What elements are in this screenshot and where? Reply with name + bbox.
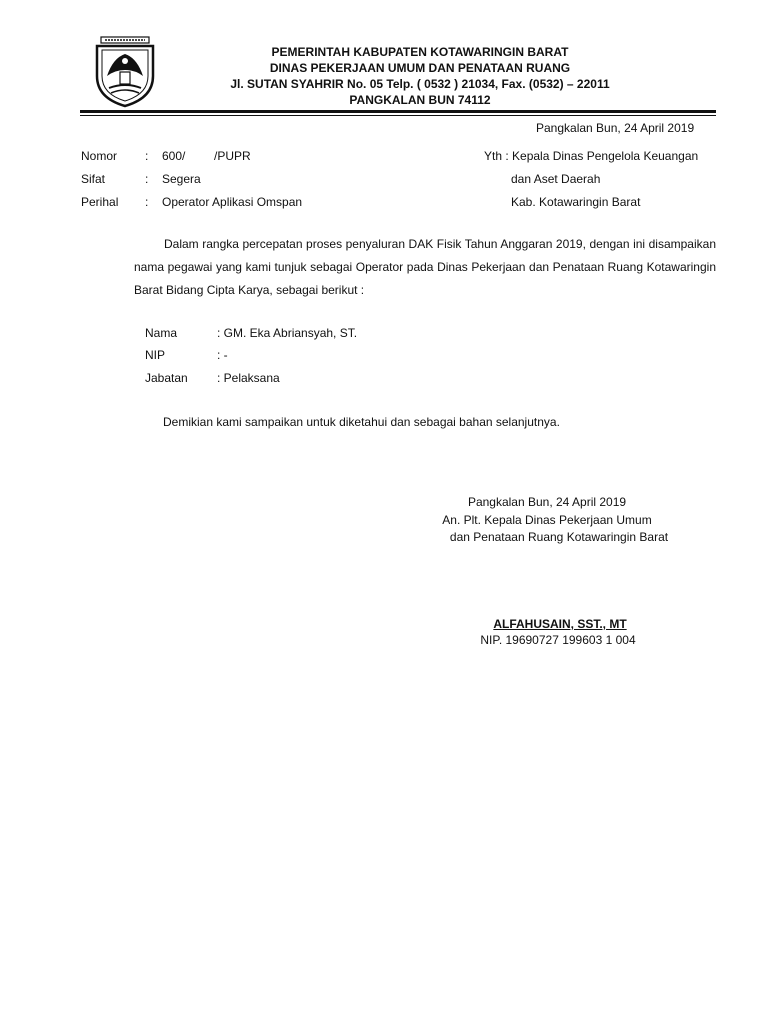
nomor-suffix: /PUPR (214, 149, 251, 163)
employee-nama-value: : GM. Eka Abriansyah, ST. (217, 326, 358, 340)
signature-role-line-1: An. Plt. Kepala Dinas Pekerjaan Umum (442, 513, 652, 527)
signature-role-line-2: dan Penataan Ruang Kotawaringin Barat (449, 530, 669, 544)
recipient-line-2: dan Aset Daerah (511, 172, 601, 186)
employee-nip-label: NIP (145, 348, 166, 362)
recipient-line-3: Kab. Kotawaringin Barat (511, 195, 641, 209)
employee-jabatan-label: Jabatan (145, 371, 188, 385)
letter-date: Pangkalan Bun, 24 April 2019 (536, 121, 695, 135)
letterhead-line-1: PEMERINTAH KABUPATEN KOTAWARINGIN BARAT (271, 45, 569, 59)
sifat-value: Segera (162, 172, 201, 186)
perihal-label: Perihal (81, 195, 119, 209)
recipient-line-1: Yth : Kepala Dinas Pengelola Keuangan (484, 149, 699, 163)
body-paragraph (134, 233, 716, 302)
nomor-value: 600/ (162, 149, 186, 163)
signature-place-date: Pangkalan Bun, 24 April 2019 (467, 495, 627, 509)
sifat-label: Sifat (81, 172, 106, 186)
body-paragraph-text: Dalam rangka percepatan proses penyaluran DAK Fisik Tahun Anggaran 2019, dengan ini disampaikan nama pegawai yang kami tunjuk sebagai Operator pada Dinas Pekerjaan dan Penataan Ruang Kotawaringin Barat Bidang Cipta Karya, sebagai berikut : (134, 237, 716, 297)
sifat-colon: : (145, 172, 149, 186)
letterhead-line-3: Jl. SUTAN SYAHRIR No. 05 Telp. ( 0532 ) 21034, Fax. (0532) – 22011 (230, 77, 610, 91)
employee-nip-value: : - (217, 348, 228, 362)
perihal-colon: : (145, 195, 149, 209)
letterhead-line-4: PANGKALAN BUN 74112 (349, 93, 491, 107)
signatory-nip: NIP. 19690727 199603 1 004 (480, 633, 636, 647)
nomor-colon: : (145, 149, 149, 163)
employee-nama-label: Nama (145, 326, 178, 340)
perihal-value: Operator Aplikasi Omspan (162, 195, 303, 209)
letterhead-divider-thick (80, 110, 716, 113)
letterhead-line-2: DINAS PEKERJAAN UMUM DAN PENATAAN RUANG (269, 61, 571, 75)
closing-sentence: Demikian kami sampaikan untuk diketahui dan sebagai bahan selanjutnya. (163, 415, 560, 429)
regency-emblem-icon (91, 36, 159, 108)
letterhead-divider-thin (80, 115, 716, 116)
nomor-label: Nomor (81, 149, 118, 163)
signatory-name: ALFAHUSAIN, SST., MT (493, 617, 627, 631)
employee-jabatan-value: : Pelaksana (217, 371, 280, 385)
